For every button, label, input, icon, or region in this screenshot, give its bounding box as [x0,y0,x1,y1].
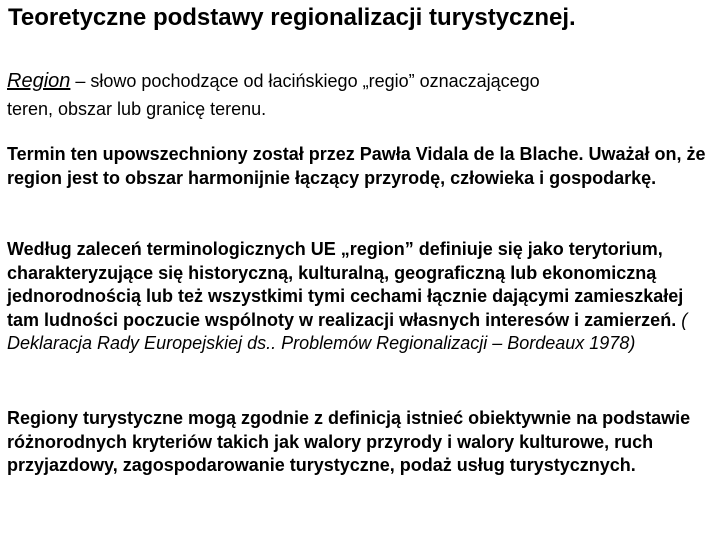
definition-term: Region [7,70,71,92]
definition-text-line-2: teren, obszar lub granicę terenu. [7,98,267,119]
eu-definition-text: Według zaleceń terminologicznych UE „region” definiuje się jako terytorium, charakteryzujące się historyczną, kulturalną, geograficzną lub ekonomiczną jednorodnością lub też wszystkimi tymi cechami łącznie dającymi zamieszkałej tam ludności poczucie wspólnoty w realizacji własnych interesów i zamierzeń. [7,239,684,330]
slide-title: Teoretyczne podstawy regionalizacji turystycznej. [8,4,576,31]
definition-line-1 [7,70,540,94]
vidal-paragraph: Termin ten upowszechniony został przez Pawła Vidala de la Blache. Uważał on, że region jest to obszar harmonijnie łączący przyrodę, człowieka i gospodarkę. [7,144,706,188]
tourist-regions-paragraph: Regiony turystyczne mogą zgodnie z definicją istnieć obiektywnie na podstawie różnorodnych kryteriów takich jak walory przyrody i walory kulturowe, ruch przyjazdowy, zagospodarowanie turystyczne, podaż usług turystycznych. [7,408,691,475]
eu-definition-paragraph [7,238,715,356]
definition-paragraph [7,70,540,121]
definition-text-line-1: – słowo pochodzące od łacińskiego „regio” oznaczającego [70,71,540,91]
citation: ( Deklaracja Rady Europejskiej ds.. Problemów Regionalizacji – Bordeaux 1978) [7,309,688,353]
